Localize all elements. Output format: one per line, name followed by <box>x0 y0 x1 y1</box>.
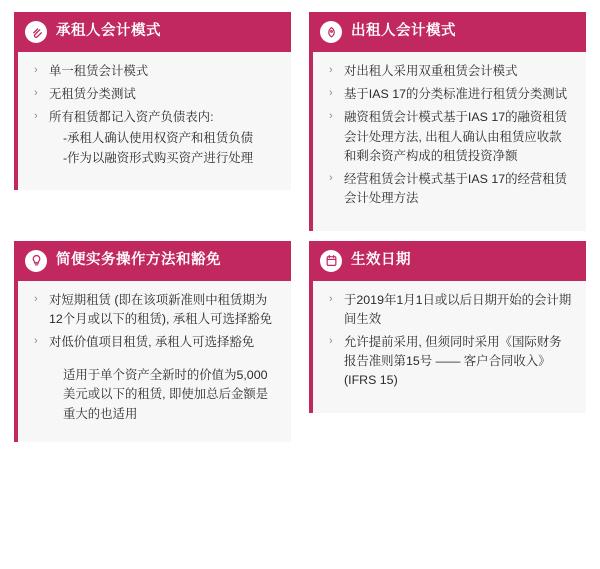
arrow-icon: › <box>34 87 38 100</box>
arrow-icon: › <box>34 292 38 305</box>
card-item-list <box>34 62 277 168</box>
list-item <box>34 85 277 104</box>
list-item-text: 对出租人采用双重租赁会计模式 <box>344 64 518 78</box>
list-item <box>329 333 572 391</box>
list-item-text: 经营租赁会计模式基于IAS 17的经营租赁会计处理方法 <box>344 172 568 206</box>
list-item-text: 于2019年1月1日或以后日期开始的会计期间生效 <box>344 292 572 326</box>
list-item <box>329 85 572 104</box>
arrow-icon: › <box>329 172 333 185</box>
list-item-text: 允许提前采用, 但须同时采用《国际财务报告准则第15号 —— 客户合同收入》(IFRS 15) <box>344 334 562 388</box>
card-item-list <box>329 291 572 391</box>
card-title: 简便实务操作方法和豁免 <box>56 251 221 268</box>
card-body <box>309 40 586 231</box>
arrow-icon: › <box>329 292 333 305</box>
arrow-icon: › <box>329 87 333 100</box>
list-item <box>34 108 277 168</box>
card-title: 出租人会计模式 <box>351 23 456 40</box>
arrow-icon: › <box>34 64 38 76</box>
card-header <box>14 241 291 281</box>
list-item <box>34 333 277 352</box>
list-item-sub-text: -承租人确认使用权资产和租赁负债 <box>63 130 253 145</box>
card-note: 适用于单个资产全新时的价值为5,000美元或以下的租赁, 即使加总后金额是重大的也适用 <box>63 368 269 421</box>
card-lessee-accounting-model <box>14 12 291 231</box>
card-header <box>309 241 586 281</box>
list-item-text: 对低价值项目租赁, 承租人可选择豁免 <box>49 334 255 349</box>
card-title: 生效日期 <box>351 251 411 268</box>
arrow-icon: › <box>329 334 333 347</box>
arrow-icon: › <box>34 334 38 347</box>
card-body <box>14 40 291 190</box>
card-item-list <box>34 291 277 353</box>
arrow-icon: › <box>329 110 333 123</box>
card-item-list <box>329 62 572 209</box>
card-practical-expedients <box>14 241 291 442</box>
list-item-text: 融资租赁会计模式基于IAS 17的融资租赁会计处理方法, 出租人确认由租赁应收款和剩余资产构成的租赁投资净额 <box>344 110 568 163</box>
lightbulb-circle-icon <box>25 250 47 272</box>
list-item <box>34 62 277 81</box>
list-item <box>329 291 572 329</box>
card-effective-date <box>309 241 586 442</box>
paperclip-circle-icon <box>25 21 47 43</box>
list-item-text: 基于IAS 17的分类标准进行租赁分类测试 <box>344 87 568 102</box>
card-header <box>309 12 586 52</box>
list-item <box>329 108 572 166</box>
list-item-text: 无租赁分类测试 <box>49 87 136 102</box>
card-body <box>309 269 586 413</box>
list-item-text: 对短期租赁 (即在该项新准则中租赁期为12个月或以下的租赁), 承租人可选择豁免 <box>49 292 273 326</box>
list-item-text: 所有租赁都记入资产负债表内: <box>49 110 214 125</box>
list-item-text: 单一租赁会计模式 <box>49 64 149 78</box>
arrow-icon: › <box>329 64 333 76</box>
list-item <box>329 62 572 81</box>
list-item <box>329 170 572 208</box>
card-header <box>14 12 291 52</box>
card-lessor-accounting-model <box>309 12 586 231</box>
calendar-circle-icon <box>320 250 342 272</box>
rocket-circle-icon <box>320 21 342 43</box>
card-title: 承租人会计模式 <box>56 23 161 40</box>
arrow-icon: › <box>34 110 38 123</box>
card-body <box>14 269 291 442</box>
list-item <box>34 291 277 329</box>
list-item-sub-text: -作为以融资形式购买资产进行处理 <box>63 150 253 165</box>
